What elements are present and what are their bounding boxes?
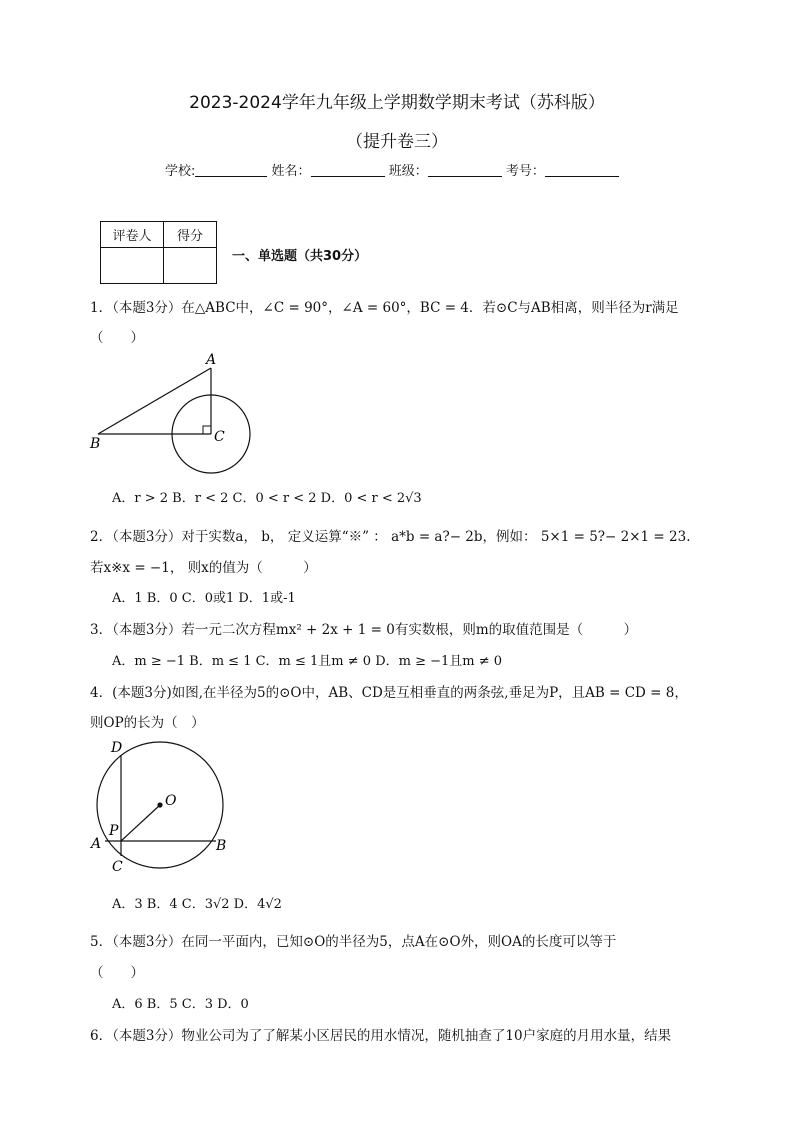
q1-triangle-circle-figure [85, 350, 260, 475]
grader-cell [101, 248, 164, 284]
q4-label-o: O [165, 793, 177, 809]
q5-stem-paren: （ ） [90, 965, 144, 981]
q4-circle-chords-figure [85, 735, 245, 875]
q2-options: A．1 B．0 C．0或1 D．1或-1 [112, 591, 296, 606]
section-heading: 一、单选题（共30分） [232, 249, 368, 264]
class-label: 班级： [388, 164, 428, 179]
q4-label-d: D [111, 740, 123, 756]
q4-label-p: P [109, 823, 119, 839]
q5-stem: 5．（本题3分）在同一平面内，已知⊙O的半径为5，点A在⊙O外，则OA的长度可以等于 [90, 934, 617, 950]
q4-stem-2: 则OP的长为（ ） [90, 715, 205, 731]
q1-label-b: B [90, 436, 101, 452]
q4-label-c: C [112, 859, 123, 875]
exam-number-blank [545, 162, 619, 177]
exam-subtitle: （提升卷三） [346, 132, 448, 152]
school-label: 学校: [165, 164, 196, 179]
grader-header: 评卷人 [101, 222, 164, 248]
q1-stem: 1．（本题3分）在△ABC中，∠C = 90°，∠A = 60°，BC = 4．若⊙C与AB相离，则半径为r满足 [90, 300, 679, 316]
q4-label-b: B [216, 838, 227, 854]
score-header: 得分 [164, 222, 217, 248]
q4-stem: 4．(本题3分)如图,在半径为5的⊙O中，AB、CD是互相垂直的两条弦,垂足为P，且AB = CD = 8， [90, 685, 688, 701]
q2-stem-2: 若x※x = −1， 则x的值为（ ） [90, 560, 317, 576]
name-label: 姓名： [271, 164, 311, 179]
q6-stem: 6．（本题3分）物业公司为了了解某小区居民的用水情况，随机抽查了10户家庭的月用水量，结果 [90, 1028, 672, 1044]
q1-label-c: C [214, 429, 225, 445]
q3-options: A．m ≥ −1 B．m ≤ 1 C．m ≤ 1且m ≠ 0 D．m ≥ −1且m ≠ 0 [112, 654, 503, 669]
q1-options: A．r > 2 B．r < 2 C．0 < r < 2 D．0 < r < 2√3 [112, 491, 422, 506]
q1-label-a: A [206, 352, 217, 368]
q1-stem-paren: （ ） [90, 330, 144, 346]
q3-stem: 3．（本题3分）若一元二次方程mx² + 2x + 1 = 0有实数根，则m的取值范围是（ ） [90, 622, 638, 638]
exam-title: 2023-2024学年九年级上学期数学期末考试（苏科版） [189, 93, 605, 113]
exam-number-label: 考号： [505, 164, 545, 179]
score-table [100, 221, 217, 284]
school-blank [195, 162, 267, 177]
score-cell [164, 248, 217, 284]
q2-stem: 2．（本题3分）对于实数a， b， 定义运算“※” ： a*b = a?− 2b，例如： 5×1 = 5?− 2×1 = 23. [90, 529, 691, 545]
student-info-line [165, 160, 619, 179]
class-blank [428, 162, 502, 177]
name-blank [311, 162, 385, 177]
q4-options: A．3 B．4 C．3√2 D．4√2 [112, 897, 282, 912]
q5-options: A．6 B．5 C．3 D．0 [112, 997, 249, 1012]
q4-label-a: A [91, 836, 102, 852]
